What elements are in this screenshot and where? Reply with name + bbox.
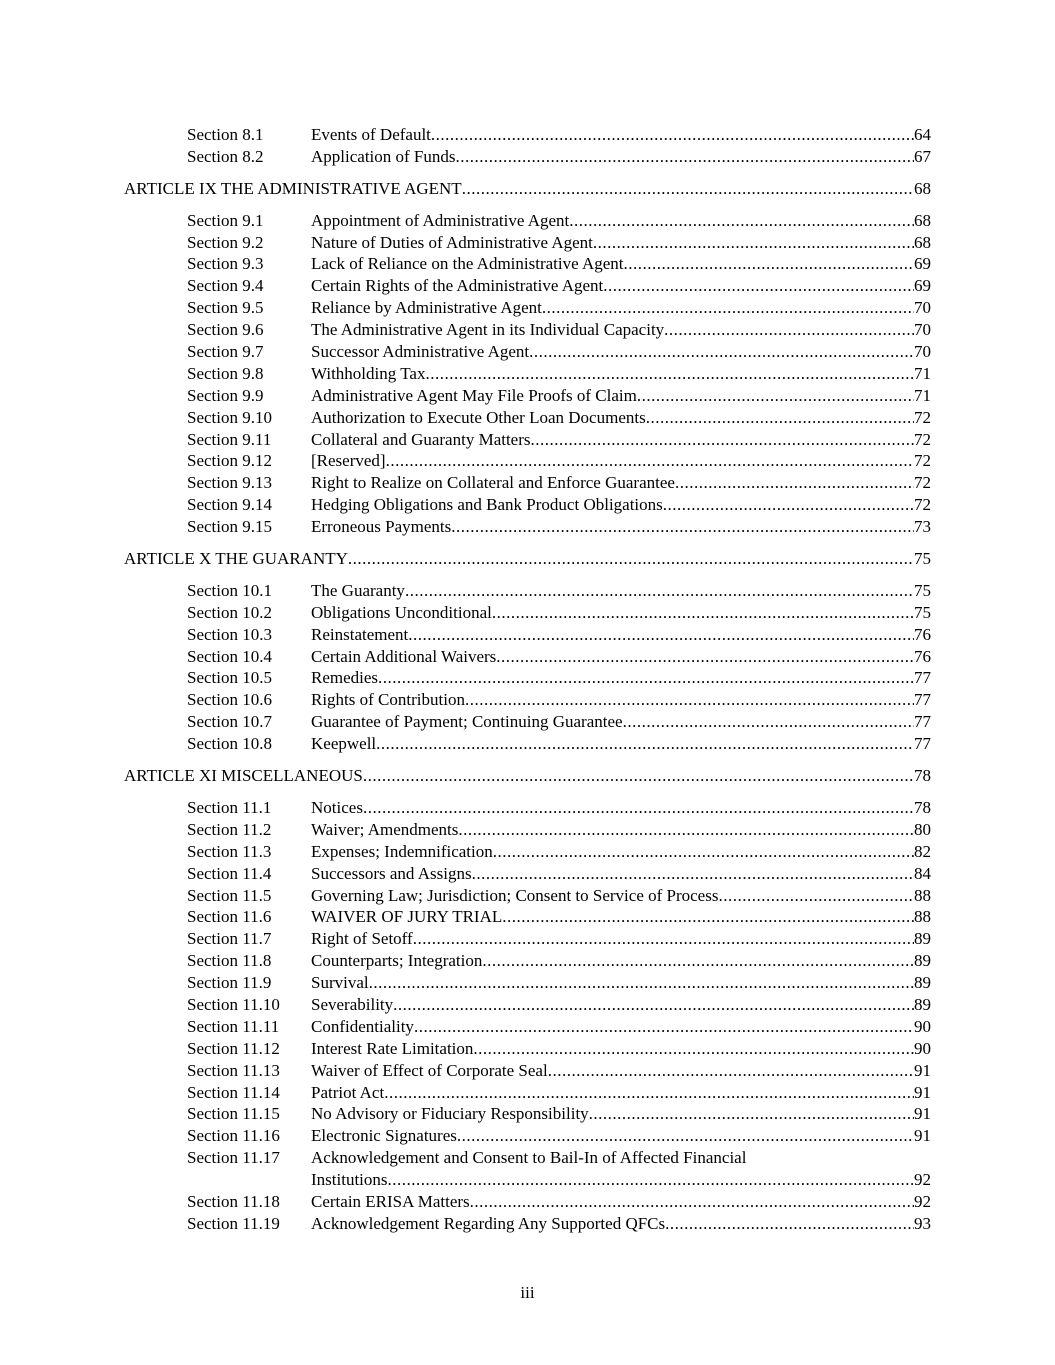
section-title: Certain Rights of the Administrative Agent — [311, 276, 604, 296]
toc-section-row[interactable] — [0, 1103, 1055, 1125]
toc-entry — [311, 1082, 931, 1104]
dot-leader — [593, 232, 914, 254]
page-ref: 78 — [914, 797, 931, 817]
toc-entry — [311, 819, 931, 841]
toc-section-row[interactable] — [0, 667, 1055, 689]
section-title: Acknowledgement and Consent to Bail-In of Affected Financial — [311, 1148, 747, 1168]
section-title: Right of Setoff — [311, 929, 413, 949]
dot-leader — [405, 580, 914, 602]
section-number: Section 11.8 — [187, 951, 272, 971]
page-ref: 77 — [914, 690, 931, 710]
section-number: Section 11.5 — [187, 885, 272, 905]
page-ref: 92 — [914, 1191, 931, 1211]
section-title: Waiver of Effect of Corporate Seal — [311, 1060, 548, 1080]
section-title: Certain Additional Waivers — [311, 646, 497, 666]
section-number: Section 11.10 — [187, 994, 280, 1014]
toc-section-row[interactable] — [0, 928, 1055, 950]
section-title: Certain ERISA Matters — [311, 1191, 470, 1211]
toc-entry — [311, 232, 931, 254]
section-title: Keepwell — [311, 734, 377, 754]
toc-section-row[interactable] — [0, 1147, 1055, 1169]
dot-leader — [388, 1169, 914, 1191]
dot-leader — [369, 972, 914, 994]
dot-leader — [623, 711, 914, 733]
section-number: Section 11.18 — [187, 1191, 280, 1211]
toc-entry — [311, 319, 931, 341]
toc-section-row[interactable] — [0, 580, 1055, 602]
section-number: Section 9.6 — [187, 320, 264, 340]
toc-section-row[interactable] — [0, 885, 1055, 907]
dot-leader — [431, 124, 914, 146]
page-ref: 68 — [914, 210, 931, 230]
page-ref: 72 — [914, 407, 931, 427]
section-title: Nature of Duties of Administrative Agent — [311, 232, 593, 252]
toc-section-row[interactable] — [0, 841, 1055, 863]
section-title: Events of Default — [311, 125, 431, 144]
section-title: Expenses; Indemnification — [311, 841, 493, 861]
toc-section-row[interactable] — [0, 906, 1055, 928]
dot-leader — [624, 253, 914, 275]
dot-leader — [384, 1082, 914, 1104]
page-ref: 70 — [914, 320, 931, 340]
section-title: Acknowledgement Regarding Any Supported QFCs — [311, 1213, 666, 1233]
section-number: Section 9.7 — [187, 342, 264, 362]
section-number: Section 10.3 — [187, 624, 272, 644]
toc-section-row[interactable] — [0, 232, 1055, 254]
toc-entry — [311, 146, 931, 168]
section-number: Section 11.14 — [187, 1082, 280, 1102]
page-ref: 76 — [914, 646, 931, 666]
toc-section-row[interactable] — [0, 210, 1055, 232]
section-title: Guarantee of Payment; Continuing Guarantee — [311, 712, 623, 732]
section-number: Section 11.15 — [187, 1104, 280, 1124]
section-number: Section 11.1 — [187, 797, 272, 817]
section-title: Erroneous Payments — [311, 517, 452, 537]
section-number: Section 9.5 — [187, 298, 264, 318]
page-ref: 73 — [914, 517, 931, 537]
toc-section-row[interactable] — [0, 646, 1055, 668]
toc-section-row[interactable] — [0, 297, 1055, 319]
toc-section-row[interactable] — [0, 602, 1055, 624]
toc-entry — [311, 885, 931, 907]
dot-leader — [637, 385, 914, 407]
toc-section-row[interactable] — [0, 472, 1055, 494]
dot-leader — [413, 928, 914, 950]
page-ref: 90 — [914, 1038, 931, 1058]
section-title: Reliance by Administrative Agent — [311, 298, 542, 318]
page-ref: 72 — [914, 451, 931, 471]
section-title: Successors and Assigns — [311, 863, 472, 883]
toc-entry — [311, 624, 931, 646]
page-ref: 69 — [914, 276, 931, 296]
page-ref: 75 — [914, 549, 931, 569]
section-number: Section 10.1 — [187, 580, 272, 600]
dot-leader — [569, 210, 914, 232]
toc-section-row[interactable] — [0, 363, 1055, 385]
section-number: Section 11.13 — [187, 1060, 280, 1080]
page-ref: 68 — [914, 232, 931, 252]
toc-entry — [311, 580, 931, 602]
section-title: Right to Realize on Collateral and Enforce Guarantee — [311, 473, 675, 493]
toc-entry — [311, 711, 931, 733]
dot-leader — [457, 1125, 914, 1147]
section-number: Section 11.7 — [187, 929, 272, 949]
page-ref: 72 — [914, 473, 931, 493]
toc-section-row[interactable] — [0, 711, 1055, 733]
dot-leader — [542, 297, 914, 319]
section-number: Section 9.11 — [187, 429, 272, 449]
toc-entry — [311, 972, 931, 994]
toc-section-row[interactable] — [0, 863, 1055, 885]
page-ref: 69 — [914, 254, 931, 274]
section-number: Section 9.14 — [187, 495, 272, 515]
toc-entry — [311, 275, 931, 297]
dot-leader — [529, 341, 914, 363]
section-number: Section 11.2 — [187, 819, 272, 839]
dot-leader — [378, 667, 914, 689]
toc-entry — [311, 602, 931, 624]
section-title: Reinstatement — [311, 624, 409, 644]
toc-entry — [311, 667, 931, 689]
section-title: Governing Law; Jurisdiction; Consent to Service of Process — [311, 885, 719, 905]
section-title: Survival — [311, 973, 369, 993]
toc-entry — [311, 450, 931, 472]
toc-section-row[interactable] — [0, 516, 1055, 538]
toc-entry — [311, 646, 931, 668]
toc-section-row[interactable] — [0, 1213, 1055, 1235]
page-ref: 90 — [914, 1016, 931, 1036]
toc-entry — [311, 841, 931, 863]
dot-leader — [548, 1060, 914, 1082]
section-number: Section 10.8 — [187, 734, 272, 754]
toc-section-row[interactable] — [0, 733, 1055, 755]
toc-entry — [311, 906, 931, 928]
section-number: Section 9.1 — [187, 210, 264, 230]
section-number: Section 11.19 — [187, 1213, 280, 1233]
toc-section-row[interactable] — [0, 429, 1055, 451]
dot-leader — [492, 602, 914, 624]
dot-leader — [663, 494, 914, 516]
toc-entry — [311, 341, 931, 363]
dot-leader — [502, 906, 914, 928]
toc-section-row[interactable] — [0, 797, 1055, 819]
toc-article-entry — [124, 178, 931, 200]
section-title: [Reserved] — [311, 451, 386, 471]
toc-entry — [311, 928, 931, 950]
section-number: Section 9.12 — [187, 451, 272, 471]
toc-section-row[interactable] — [0, 689, 1055, 711]
toc-section-row[interactable] — [0, 950, 1055, 972]
page-ref: 89 — [914, 929, 931, 949]
toc-entry — [311, 1060, 931, 1082]
toc-entry — [311, 407, 931, 429]
toc-entry — [311, 385, 931, 407]
page-ref: 75 — [914, 580, 931, 600]
page-ref: 91 — [914, 1104, 931, 1124]
toc-section-row[interactable] — [0, 994, 1055, 1016]
page-ref: 91 — [914, 1082, 931, 1102]
toc-entry — [311, 472, 931, 494]
page-ref: 72 — [914, 495, 931, 515]
toc-section-row[interactable] — [0, 146, 1055, 168]
toc-entry — [311, 516, 931, 538]
section-number: Section 9.13 — [187, 473, 272, 493]
dot-leader — [718, 885, 914, 907]
dot-leader — [425, 363, 914, 385]
page-ref: 89 — [914, 994, 931, 1014]
section-title: Appointment of Administrative Agent — [311, 210, 570, 230]
section-title: Counterparts; Integration — [311, 951, 483, 971]
page-number: iii — [520, 1283, 535, 1302]
toc-section-row[interactable] — [0, 1060, 1055, 1082]
page-ref: 71 — [914, 363, 931, 383]
page-ref: 77 — [914, 668, 931, 688]
dot-leader — [646, 407, 914, 429]
dot-leader — [603, 275, 914, 297]
toc-section-row[interactable] — [0, 124, 1055, 146]
toc-entry — [311, 950, 931, 972]
section-title: No Advisory or Fiduciary Responsibility — [311, 1104, 589, 1124]
toc-article-entry — [124, 548, 931, 570]
table-of-contents — [0, 124, 1055, 1235]
section-number: Section 10.2 — [187, 602, 272, 622]
page-ref: 84 — [914, 863, 931, 883]
dot-leader — [482, 950, 914, 972]
dot-leader — [664, 319, 914, 341]
toc-section-row[interactable] — [0, 972, 1055, 994]
section-number: Section 8.2 — [187, 146, 264, 166]
dot-leader — [675, 472, 914, 494]
dot-leader — [363, 797, 914, 819]
page-ref: 92 — [914, 1170, 931, 1190]
dot-leader — [470, 1191, 914, 1213]
toc-article-row[interactable] — [0, 548, 1055, 570]
section-title: The Guaranty — [311, 580, 405, 600]
toc-entry — [311, 994, 931, 1016]
toc-section-row[interactable] — [0, 1016, 1055, 1038]
section-title: Collateral and Guaranty Matters — [311, 429, 531, 449]
toc-section-row[interactable] — [0, 450, 1055, 472]
page-ref: 82 — [914, 841, 931, 861]
dot-leader — [348, 548, 914, 570]
page-ref: 75 — [914, 602, 931, 622]
page-ref: 77 — [914, 712, 931, 732]
toc-section-row[interactable] — [0, 341, 1055, 363]
toc-entry — [311, 1103, 931, 1125]
page-ref: 89 — [914, 951, 931, 971]
section-number: Section 11.17 — [187, 1148, 280, 1168]
section-number: Section 11.16 — [187, 1126, 280, 1146]
page-ref: 64 — [914, 125, 931, 144]
section-number: Section 11.3 — [187, 841, 272, 861]
toc-entry — [311, 429, 931, 451]
article-heading: ARTICLE XI MISCELLANEOUS — [124, 766, 363, 786]
toc-entry — [311, 863, 931, 885]
section-number: Section 11.12 — [187, 1038, 280, 1058]
toc-article-row[interactable] — [0, 765, 1055, 787]
section-title: Waiver; Amendments — [311, 819, 459, 839]
page-ref: 88 — [914, 885, 931, 905]
dot-leader — [473, 1038, 914, 1060]
page-ref: 70 — [914, 298, 931, 318]
dot-leader — [414, 1016, 914, 1038]
toc-entry — [311, 797, 931, 819]
section-title-continuation: Institutions — [311, 1170, 388, 1190]
toc-entry — [311, 733, 931, 755]
section-title: Withholding Tax — [311, 363, 426, 383]
toc-article-row[interactable] — [0, 178, 1055, 200]
page-ref: 76 — [914, 624, 931, 644]
dot-leader — [472, 863, 914, 885]
page-ref: 80 — [914, 819, 931, 839]
section-title: Electronic Signatures — [311, 1126, 457, 1146]
toc-entry — [311, 1213, 931, 1235]
section-title: Patriot Act — [311, 1082, 385, 1102]
article-heading: ARTICLE IX THE ADMINISTRATIVE AGENT — [124, 178, 462, 198]
toc-entry — [311, 124, 931, 146]
toc-entry — [311, 689, 931, 711]
section-number: Section 11.4 — [187, 863, 272, 883]
toc-section-row[interactable] — [0, 385, 1055, 407]
section-number: Section 9.2 — [187, 232, 264, 252]
section-number: Section 9.15 — [187, 517, 272, 537]
page-ref: 68 — [914, 178, 931, 198]
section-number: Section 9.3 — [187, 254, 264, 274]
toc-section-row[interactable] — [0, 1191, 1055, 1213]
section-title: Rights of Contribution — [311, 690, 465, 710]
section-title: Severability — [311, 994, 394, 1014]
page-ref: 88 — [914, 907, 931, 927]
section-title: Notices — [311, 797, 363, 817]
toc-entry — [311, 253, 931, 275]
page-ref: 93 — [914, 1213, 931, 1233]
article-heading: ARTICLE X THE GUARANTY — [124, 549, 348, 569]
dot-leader — [376, 733, 914, 755]
section-title: WAIVER OF JURY TRIAL — [311, 907, 503, 927]
dot-leader — [496, 646, 914, 668]
section-number: Section 11.9 — [187, 973, 272, 993]
section-number: Section 10.7 — [187, 712, 272, 732]
toc-section-row[interactable] — [0, 275, 1055, 297]
toc-section-row[interactable] — [0, 1038, 1055, 1060]
toc-entry — [311, 297, 931, 319]
section-number: Section 10.5 — [187, 668, 272, 688]
toc-section-row[interactable] — [0, 1082, 1055, 1104]
toc-entry — [311, 210, 931, 232]
section-title: Remedies — [311, 668, 379, 688]
page-ref: 72 — [914, 429, 931, 449]
page-ref: 91 — [914, 1060, 931, 1080]
dot-leader — [456, 146, 915, 168]
section-number: Section 11.11 — [187, 1016, 280, 1036]
toc-entry — [311, 494, 931, 516]
page-ref: 78 — [914, 766, 931, 786]
section-number: Section 11.6 — [187, 907, 272, 927]
section-title: Application of Funds — [311, 146, 456, 166]
dot-leader — [458, 819, 914, 841]
page-ref: 67 — [914, 146, 931, 166]
section-title: Authorization to Execute Other Loan Documents — [311, 407, 646, 427]
section-number: Section 9.4 — [187, 276, 264, 296]
section-title: Confidentiality — [311, 1016, 414, 1036]
section-title: Interest Rate Limitation — [311, 1038, 474, 1058]
toc-section-row[interactable] — [0, 1125, 1055, 1147]
section-title: Administrative Agent May File Proofs of Claim — [311, 385, 637, 405]
dot-leader — [462, 178, 914, 200]
toc-section-row[interactable] — [0, 253, 1055, 275]
dot-leader — [451, 516, 914, 538]
section-number: Section 9.10 — [187, 407, 272, 427]
section-title: Successor Administrative Agent — [311, 342, 530, 362]
section-number: Section 9.9 — [187, 385, 264, 405]
toc-entry — [311, 363, 931, 385]
section-number: Section 10.6 — [187, 690, 272, 710]
section-number: Section 10.4 — [187, 646, 272, 666]
toc-entry — [311, 1191, 931, 1213]
toc-entry — [311, 1016, 931, 1038]
toc-section-row[interactable] — [0, 494, 1055, 516]
dot-leader — [363, 765, 914, 787]
dot-leader — [386, 450, 914, 472]
toc-entry — [311, 1038, 931, 1060]
toc-article-entry — [124, 765, 931, 787]
section-number: Section 9.8 — [187, 363, 264, 383]
toc-section-row-continuation[interactable] — [0, 1169, 1055, 1191]
section-title: Hedging Obligations and Bank Product Obligations — [311, 495, 663, 515]
toc-entry — [311, 1125, 931, 1147]
toc-entry — [311, 1169, 931, 1191]
page-ref: 77 — [914, 734, 931, 754]
toc-section-row[interactable] — [0, 319, 1055, 341]
toc-section-row[interactable] — [0, 407, 1055, 429]
dot-leader — [465, 689, 914, 711]
section-title: Obligations Unconditional — [311, 602, 492, 622]
page-ref: 70 — [914, 342, 931, 362]
section-title: The Administrative Agent in its Individual Capacity — [311, 320, 665, 340]
page-ref: 71 — [914, 385, 931, 405]
section-number: Section 8.1 — [187, 125, 264, 144]
toc-section-row[interactable] — [0, 624, 1055, 646]
section-title: Lack of Reliance on the Administrative Agent — [311, 254, 624, 274]
dot-leader — [531, 429, 914, 451]
dot-leader — [393, 994, 914, 1016]
dot-leader — [408, 624, 914, 646]
toc-section-row[interactable] — [0, 819, 1055, 841]
page-ref: 89 — [914, 973, 931, 993]
dot-leader — [665, 1213, 914, 1235]
dot-leader — [493, 841, 914, 863]
dot-leader — [589, 1103, 914, 1125]
page-ref: 91 — [914, 1126, 931, 1146]
